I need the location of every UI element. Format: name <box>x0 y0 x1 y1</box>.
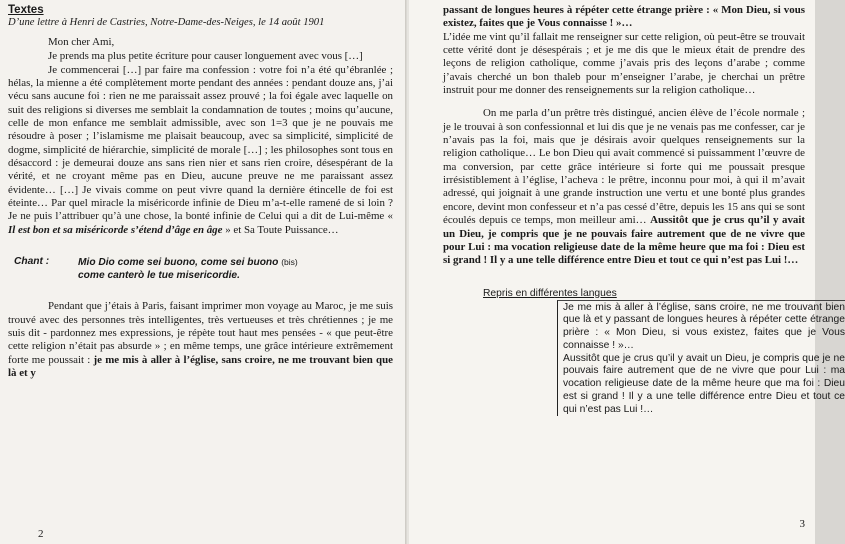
multilingual-paragraph-2: Aussitôt que je crus qu’il y avait un Dieu, je compris que je ne pouvais faire autrement que de ne vivre que pour Lui : ma vocation religieuse date de la même heure que ma foi : Dieu est si grand ! Il y a une telle différence entre Dieu et tout ce qui n’est pas Lui !… <box>563 352 845 415</box>
chant-label: Chant : <box>14 256 50 268</box>
right-page <box>409 0 845 544</box>
chant-bis: (bis) <box>281 257 298 268</box>
letter-subtitle: D’une lettre à Henri de Castries, Notre-Dame-des-Neiges, le 14 août 1901 <box>8 17 325 28</box>
right-paragraph-2-bold: Aussitôt que je crus qu’il y avait un Dieu, je compris que je ne pouvais faire autrement que de ne vivre que pour Lui : ma vocation religieuse date de la même heure que ma foi : Dieu est si grand ! Il y a une telle différence entre Dieu et tout ce qui n’est pas Lui !… <box>443 214 805 267</box>
chant-line-1 <box>78 256 298 270</box>
right-paragraph-2 <box>443 107 805 267</box>
paragraph-2 <box>8 64 393 237</box>
chant-text <box>78 256 298 282</box>
paragraph-1: Je prends ma plus petite écriture pour causer longuement avec vous […] <box>48 50 363 63</box>
right-top-bold: passant de longues heures à répéter cette étrange prière : « Mon Dieu, si vous existez, faites que je Vous connaisse ! »… <box>443 4 805 30</box>
paragraph-2-quote: Il est bon et sa miséricorde s’étend d’âge en âge <box>8 223 223 236</box>
multilingual-paragraph-1: Je me mis à aller à l’église, sans croire, ne me trouvant bien que là et y passant de longues heures à répéter cette étrange prière : « Mon Dieu, si vous existez, faites que je Vous connaisse ! »… <box>563 301 845 351</box>
paragraph-3 <box>8 300 393 380</box>
chant-line-1-text: Mio Dio come sei buono, come sei buono <box>78 257 279 269</box>
multilingual-title: Repris en différentes langues <box>483 287 617 299</box>
paragraph-2-text: Je commencerai […] par faire ma confession : votre foi n’a été qu’ébranlée ; hélas, la mienne a été complètement morte pendant des années : pendant douze ans, j’ai vécu sans aucune foi : rien ne me paraissait assez prouvé ; la foi égale avec laquelle on suit des religions si diverses me semblait la condamnation de toutes ; moins qu’aucune, celle de mon enfance me semblait admissible, avec son 1=3 que je ne pouvais me résoudre à poser ; l’islamisme me plaisait beaucoup, avec sa simplicité, simplicité de dogme, simplicité de hiérarchie, simplicité de morale […] ; les philosophes sont tous en désaccord : je demeurai douze ans sans rien nier et sans rien croire, désespérant de la vérité, et ne croyant même pas en Dieu, aucune preuve ne me paraissant assez évidente… […] Je vivais comme on peut vivre quand la dernière étincelle de foi est éteinte… Par quel miracle la miséricorde infinie de Dieu m’a-t-elle ramené de si loin ? Je ne puis l’attribuer qu’à une chose, la bonté infinie de Celui qui a dit de Lui-même « <box>8 63 393 223</box>
page-number-left: 2 <box>38 528 44 540</box>
page-number-right: 3 <box>799 518 805 530</box>
paragraph-3-text: Pendant que j’étais à Paris, faisant imprimer mon voyage au Maroc, je me suis trouvé avec des personnes très intelligentes, très vertueuses et très chrétiennes ; je me suis dit - pardonnez mes expressions, je répète tout haut mes pensées - « que peut-être cette religion n’était pas absurde » ; en même temps, une grâce intérieure extrêmement forte me poussait : <box>8 300 393 366</box>
multilingual-box <box>557 300 845 417</box>
salutation: Mon cher Ami, <box>48 36 115 48</box>
section-heading: Textes <box>8 4 44 16</box>
chant-line-2: come canterò le tue misericordie. <box>78 269 240 281</box>
left-page <box>0 0 407 544</box>
paragraph-3-bold: je me mis à aller à l’église, sans croire, ne me trouvant bien que là et y <box>8 353 393 380</box>
right-paragraph-1: L’idée me vint qu’il fallait me renseigner sur cette religion, où peut-être se trouvait cette vérité dont je désespérais ; et je me dis que le mieux était de prendre des leçons de religion catholique, comme j’avais pris des leçons d’arabe ; comme j’avais cherché un bon thaleb pour m’enseigner l’arabe, je cherchai un prêtre instruit pour me donner des renseignements sur la religion catholique… <box>443 30 805 97</box>
paragraph-2-end: » et Sa Toute Puissance… <box>225 223 339 236</box>
right-paragraph-2-text: On me parla d’un prêtre très distingué, ancien élève de l’école normale ; je le trouvai à son confessionnal et lui dis que je ne venais pas me confesser, car je n’avais pas la foi, mais que je désirais avoir quelques renseignements sur la religion catholique… Le bon Dieu qui avait commencé si puissamment l’œuvre de ma conversion, par cette grâce intérieure si forte qui me poussait presque irrésistiblement à l’église, l’acheva : le prêtre, inconnu pour moi, à qui il m’avait adressé, qui joignait à une grande instruction une vertu et une bonté plus grandes encore, devint mon confesseur et n’a pas cessé d’être, depuis les 15 ans qui se sont écoulés depuis ce temps, mon meilleur ami… <box>443 107 805 227</box>
chant-block <box>14 256 393 282</box>
